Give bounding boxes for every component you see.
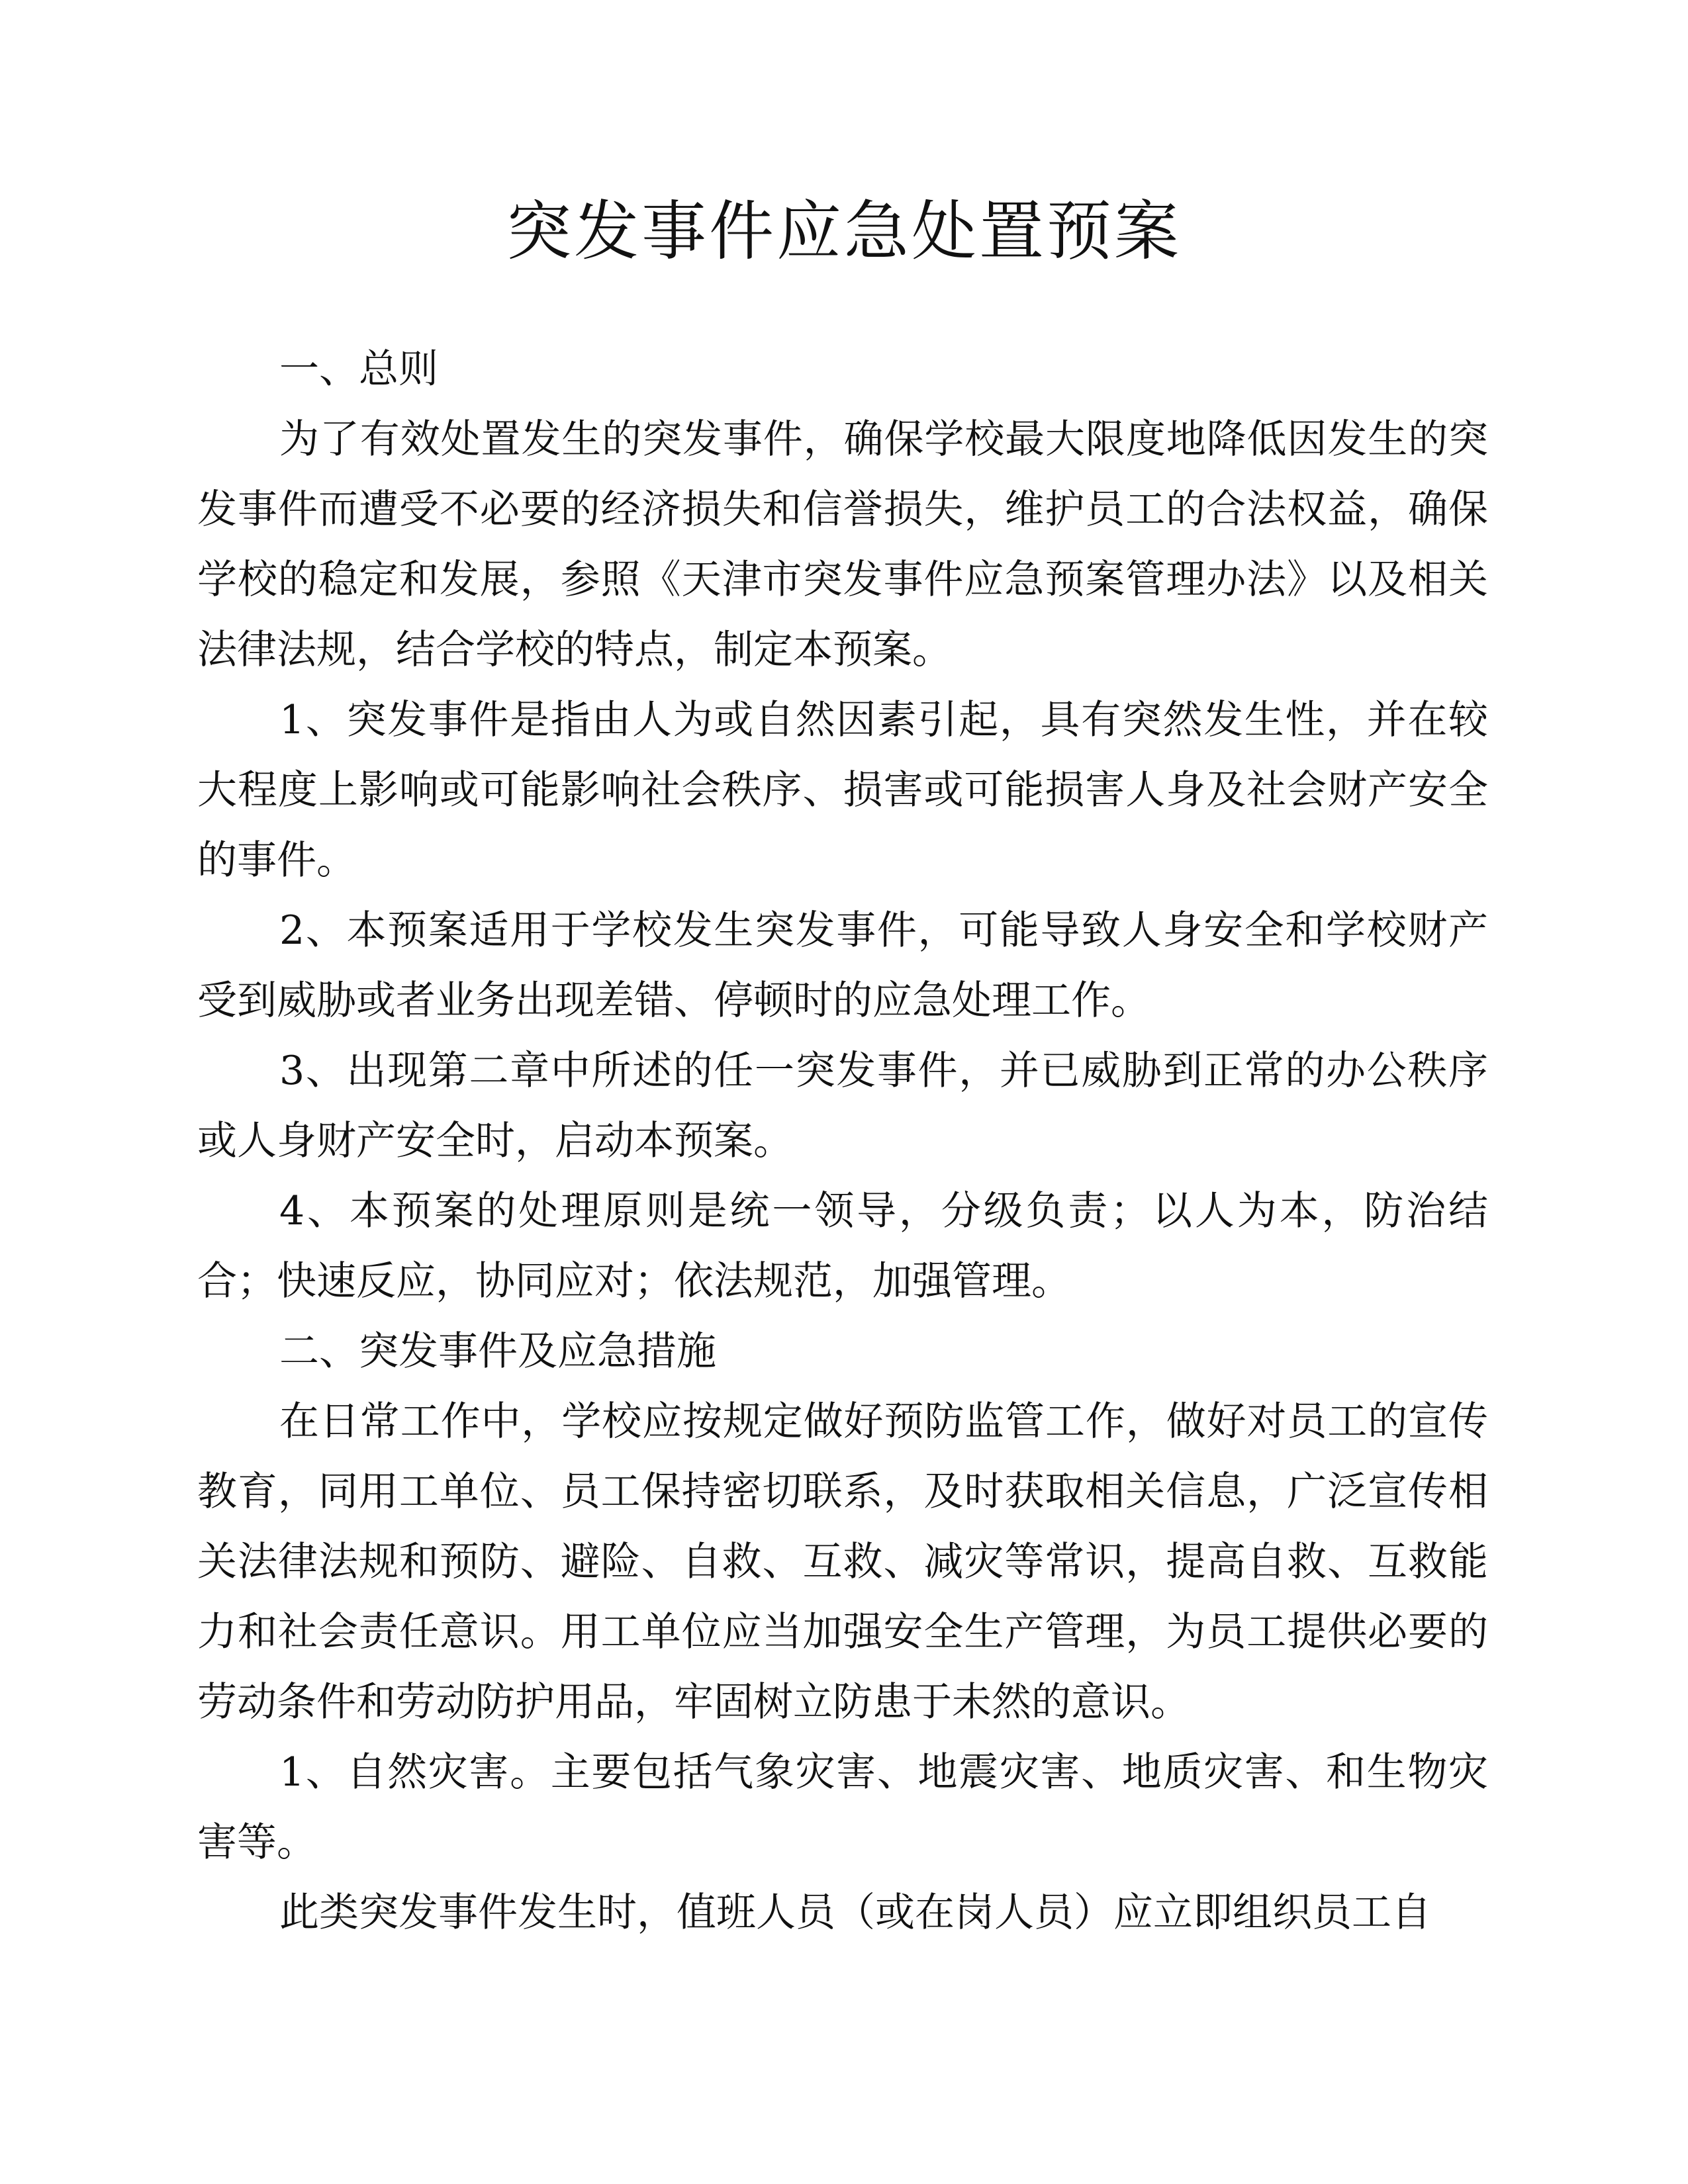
- section-heading-general: 一、总则: [279, 346, 438, 392]
- paragraph: 此类突发事件发生时，值班人员（或在岗人员）应立即组织员工自: [279, 1889, 1431, 1936]
- paragraph: 2、本预案适用于学校发生突发事件，可能导致人身安全和学校财产受到威胁或者业务出现差错、停顿时的应急处理工作。: [197, 907, 1488, 1024]
- paragraph: 1、突发事件是指由人为或自然因素引起，具有突然发生性，并在较大程度上影响或可能影响社会秩序、损害或可能损害人身及社会财产安全的事件。: [197, 697, 1488, 884]
- paragraph: 在日常工作中，学校应按规定做好预防监管工作，做好对员工的宣传教育，同用工单位、员工保持密切联系，及时获取相关信息，广泛宣传相关法律法规和预防、避险、自救、互救、减灾等常识，提高自救、互救能力和社会责任意识。用工单位应当加强安全生产管理，为员工提供必要的劳动条件和劳动防护用品，牢固树立防患于未然的意识。: [197, 1398, 1488, 1725]
- paragraph: 3、出现第二章中所述的任一突发事件，并已威胁到正常的办公秩序或人身财产安全时，启动本预案。: [197, 1048, 1488, 1164]
- document-title: 突发事件应急处置预案: [506, 194, 1182, 269]
- paragraph: 1、自然灾害。主要包括气象灾害、地震灾害、地质灾害、和生物灾害等。: [197, 1749, 1488, 1866]
- document-body: [197, 334, 1488, 1948]
- paragraph: 为了有效处置发生的突发事件，确保学校最大限度地降低因发生的突发事件而遭受不必要的经济损失和信誉损失，维护员工的合法权益，确保学校的稳定和发展，参照《天津市突发事件应急预案管理办法》以及相关法律法规，结合学校的特点，制定本预案。: [197, 416, 1488, 673]
- paragraph: 4、本预案的处理原则是统一领导，分级负责；以人为本，防治结合；快速反应，协同应对；依法规范，加强管理。: [197, 1188, 1488, 1304]
- section-heading-emergency-measures: 二、突发事件及应急措施: [279, 1328, 716, 1375]
